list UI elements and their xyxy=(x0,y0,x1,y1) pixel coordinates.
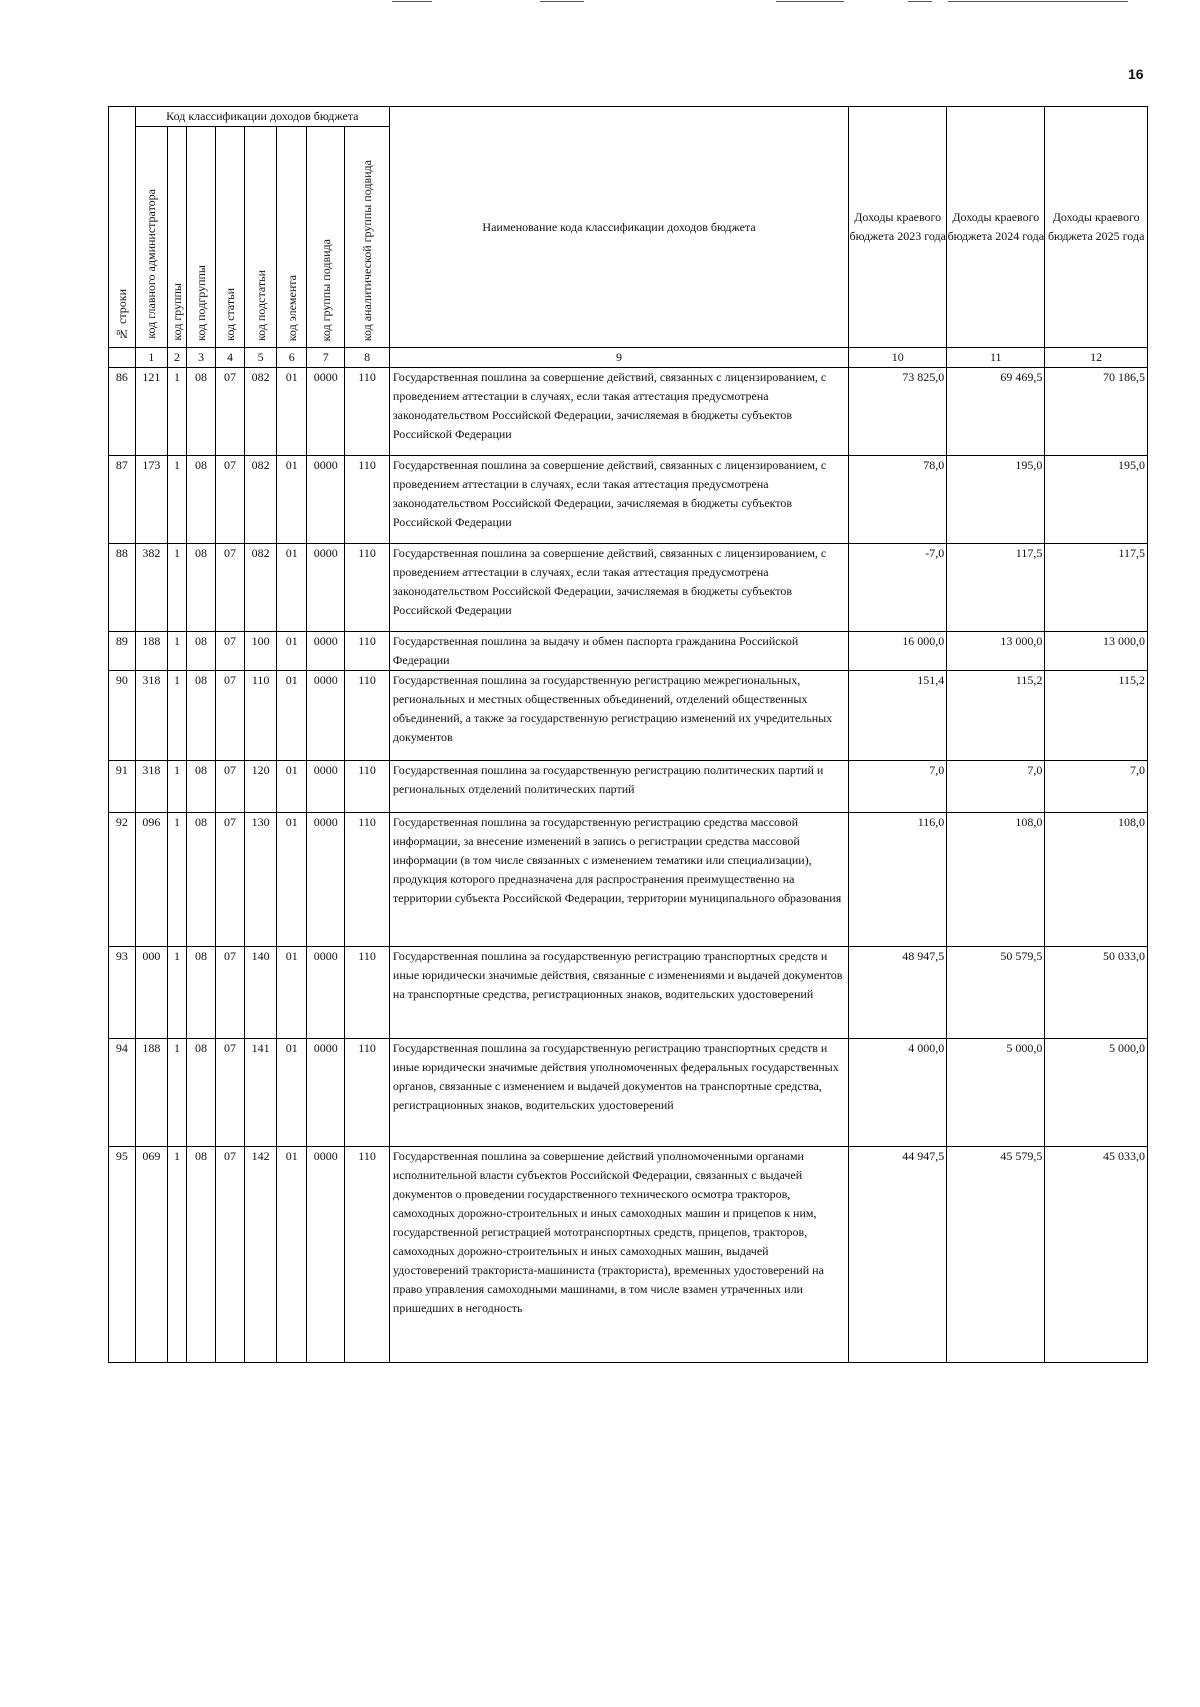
header-2025: Доходы краевого бюджета 2025 года xyxy=(1045,107,1148,348)
code-cell-admin: 096 xyxy=(135,813,167,947)
code-cell-article: 07 xyxy=(215,368,244,456)
code-cell-subtype: 0000 xyxy=(307,761,345,813)
row-number-cell: 94 xyxy=(109,1039,136,1147)
row-number-cell: 92 xyxy=(109,813,136,947)
code-cell-subgroup: 08 xyxy=(187,456,216,544)
code-cell-analytic: 110 xyxy=(345,1039,390,1147)
code-cell-element: 01 xyxy=(277,1147,307,1363)
code-cell-group: 1 xyxy=(168,544,187,632)
code-cell-article: 07 xyxy=(215,761,244,813)
amount-cell-y2025: 195,0 xyxy=(1045,456,1148,544)
name-cell: Государственная пошлина за совершение действий уполномоченными органами исполнительной власти субъектов Российской Федерации, связанных с выдачей документов о проведении государственного технического осмотра тракторов, самоходных дорожно-строительных и иных самоходных машин и прицепов к ним, государственной регистрацией мототранспортных средств, прицепов, тракторов, самоходных дорожно-строительных и иных самоходных машин, выдачей удостоверений тракториста-машиниста (тракториста), временных удостоверений на право управления самоходными машинами, в том числе взамен утраченных или пришедших в негодность xyxy=(389,1147,848,1363)
row-number-cell: 86 xyxy=(109,368,136,456)
amount-cell-y2024: 13 000,0 xyxy=(947,632,1045,671)
code-cell-subarticle: 100 xyxy=(244,632,276,671)
name-cell: Государственная пошлина за государственную регистрацию транспортных средств и иные юридически значимые действия уполномоченных федеральных государственных органов, связанные с изменением и выдачей документов на транспортные средства, регистрационных знаков, водительских удостоверений xyxy=(389,1039,848,1147)
code-cell-analytic: 110 xyxy=(345,544,390,632)
amount-cell-y2024: 117,5 xyxy=(947,544,1045,632)
header-element-label: код элемента xyxy=(284,274,299,341)
header-row-no xyxy=(109,107,136,348)
amount-cell-y2025: 5 000,0 xyxy=(1045,1039,1148,1147)
code-cell-subarticle: 082 xyxy=(244,544,276,632)
code-cell-group: 1 xyxy=(168,761,187,813)
code-cell-group: 1 xyxy=(168,813,187,947)
code-cell-admin: 318 xyxy=(135,761,167,813)
amount-cell-y2025: 115,2 xyxy=(1045,671,1148,761)
code-cell-subarticle: 130 xyxy=(244,813,276,947)
table-row xyxy=(109,1039,1148,1147)
code-cell-analytic: 110 xyxy=(345,813,390,947)
header-subtype-group-code xyxy=(307,127,345,348)
amount-cell-y2025: 13 000,0 xyxy=(1045,632,1148,671)
code-cell-element: 01 xyxy=(277,456,307,544)
code-cell-subtype: 0000 xyxy=(307,1147,345,1363)
code-cell-article: 07 xyxy=(215,1147,244,1363)
code-cell-admin: 188 xyxy=(135,632,167,671)
amount-cell-y2024: 69 469,5 xyxy=(947,368,1045,456)
code-cell-subgroup: 08 xyxy=(187,947,216,1039)
code-cell-article: 07 xyxy=(215,813,244,947)
column-number: 10 xyxy=(849,348,947,368)
column-number: 6 xyxy=(277,348,307,368)
code-cell-group: 1 xyxy=(168,368,187,456)
name-cell: Государственная пошлина за государственную регистрацию политических партий и региональных отделений политических партий xyxy=(389,761,848,813)
header-article-code xyxy=(215,127,244,348)
code-cell-analytic: 110 xyxy=(345,1147,390,1363)
amount-cell-y2025: 7,0 xyxy=(1045,761,1148,813)
code-cell-article: 07 xyxy=(215,456,244,544)
table-row xyxy=(109,671,1148,761)
code-cell-analytic: 110 xyxy=(345,761,390,813)
column-number: 4 xyxy=(215,348,244,368)
header-classification-code: Код классификации доходов бюджета xyxy=(135,107,389,127)
code-cell-admin: 069 xyxy=(135,1147,167,1363)
table-row xyxy=(109,632,1148,671)
amount-cell-y2023: 151,4 xyxy=(849,671,947,761)
code-cell-admin: 188 xyxy=(135,1039,167,1147)
amount-cell-y2023: 4 000,0 xyxy=(849,1039,947,1147)
amount-cell-y2024: 45 579,5 xyxy=(947,1147,1045,1363)
table-row xyxy=(109,761,1148,813)
row-number-cell: 91 xyxy=(109,761,136,813)
code-cell-subarticle: 142 xyxy=(244,1147,276,1363)
column-number: 3 xyxy=(187,348,216,368)
table-body xyxy=(109,368,1148,1363)
code-cell-subtype: 0000 xyxy=(307,632,345,671)
table-row xyxy=(109,813,1148,947)
name-cell: Государственная пошлина за государственную регистрацию межрегиональных, региональных и местных общественных объединений, отделений общественных объединений, а также за государственную регистрацию изменений их учредительных документов xyxy=(389,671,848,761)
amount-cell-y2023: 78,0 xyxy=(849,456,947,544)
code-cell-group: 1 xyxy=(168,1039,187,1147)
code-cell-group: 1 xyxy=(168,456,187,544)
amount-cell-y2024: 7,0 xyxy=(947,761,1045,813)
code-cell-subgroup: 08 xyxy=(187,632,216,671)
code-cell-subtype: 0000 xyxy=(307,368,345,456)
code-cell-analytic: 110 xyxy=(345,632,390,671)
revenue-table xyxy=(108,106,1148,1363)
code-cell-subgroup: 08 xyxy=(187,1039,216,1147)
code-cell-subtype: 0000 xyxy=(307,813,345,947)
code-cell-analytic: 110 xyxy=(345,456,390,544)
code-cell-subtype: 0000 xyxy=(307,544,345,632)
code-cell-subgroup: 08 xyxy=(187,671,216,761)
code-cell-admin: 000 xyxy=(135,947,167,1039)
code-cell-element: 01 xyxy=(277,544,307,632)
header-subgroup-label: код подгруппы xyxy=(193,265,208,341)
code-cell-subgroup: 08 xyxy=(187,544,216,632)
code-cell-admin: 318 xyxy=(135,671,167,761)
code-cell-subgroup: 08 xyxy=(187,761,216,813)
column-number: 11 xyxy=(947,348,1045,368)
header-admin-label: код главного администратора xyxy=(144,189,159,339)
code-cell-element: 01 xyxy=(277,947,307,1039)
column-number-row xyxy=(109,348,1148,368)
row-number-cell: 93 xyxy=(109,947,136,1039)
code-cell-admin: 382 xyxy=(135,544,167,632)
header-name: Наименование кода классификации доходов бюджета xyxy=(389,107,848,348)
row-number-cell: 87 xyxy=(109,456,136,544)
table-row xyxy=(109,368,1148,456)
name-cell: Государственная пошлина за государственную регистрацию средства массовой информации, за внесение изменений в запись о регистрации средства массовой информации (в том числе связанных с изменением тематики или специализации), продукция которого предназначена для распространения преимущественно на территории субъекта Российской Федерации, территории муниципального образования xyxy=(389,813,848,947)
code-cell-subarticle: 110 xyxy=(244,671,276,761)
header-2023: Доходы краевого бюджета 2023 года xyxy=(849,107,947,348)
code-cell-analytic: 110 xyxy=(345,671,390,761)
code-cell-article: 07 xyxy=(215,632,244,671)
column-number xyxy=(109,348,136,368)
code-cell-subtype: 0000 xyxy=(307,456,345,544)
column-number: 2 xyxy=(168,348,187,368)
amount-cell-y2024: 195,0 xyxy=(947,456,1045,544)
code-cell-admin: 173 xyxy=(135,456,167,544)
header-2024: Доходы краевого бюджета 2024 года xyxy=(947,107,1045,348)
amount-cell-y2025: 117,5 xyxy=(1045,544,1148,632)
amount-cell-y2023: 16 000,0 xyxy=(849,632,947,671)
header-subgroup-code xyxy=(187,127,216,348)
amount-cell-y2023: 116,0 xyxy=(849,813,947,947)
amount-cell-y2024: 50 579,5 xyxy=(947,947,1045,1039)
code-cell-admin: 121 xyxy=(135,368,167,456)
amount-cell-y2023: 48 947,5 xyxy=(849,947,947,1039)
amount-cell-y2024: 5 000,0 xyxy=(947,1039,1045,1147)
header-analytic-group-code xyxy=(345,127,390,348)
code-cell-subarticle: 120 xyxy=(244,761,276,813)
code-cell-subgroup: 08 xyxy=(187,813,216,947)
column-number: 8 xyxy=(345,348,390,368)
amount-cell-y2023: 73 825,0 xyxy=(849,368,947,456)
amount-cell-y2025: 70 186,5 xyxy=(1045,368,1148,456)
row-number-cell: 89 xyxy=(109,632,136,671)
code-cell-subgroup: 08 xyxy=(187,368,216,456)
header-subarticle-label: код подстатьи xyxy=(253,269,268,341)
code-cell-element: 01 xyxy=(277,368,307,456)
row-number-cell: 88 xyxy=(109,544,136,632)
header-admin-code xyxy=(135,127,167,348)
name-cell: Государственная пошлина за совершение действий, связанных с лицензированием, с проведением аттестации в случаях, если такая аттестация предусмотрена законодательством Российской Федерации, зачисляемая в бюджеты субъектов Российской Федерации xyxy=(389,456,848,544)
name-cell: Государственная пошлина за государственную регистрацию транспортных средств и иные юридически значимые действия, связанные с изменениями и выдачей документов на транспортные средства, регистрационных знаков, водительских удостоверений xyxy=(389,947,848,1039)
code-cell-group: 1 xyxy=(168,1147,187,1363)
amount-cell-y2025: 50 033,0 xyxy=(1045,947,1148,1039)
code-cell-group: 1 xyxy=(168,671,187,761)
code-cell-subtype: 0000 xyxy=(307,947,345,1039)
code-cell-element: 01 xyxy=(277,632,307,671)
column-number: 1 xyxy=(135,348,167,368)
code-cell-element: 01 xyxy=(277,671,307,761)
code-cell-subarticle: 140 xyxy=(244,947,276,1039)
table-row xyxy=(109,1147,1148,1363)
code-cell-group: 1 xyxy=(168,632,187,671)
amount-cell-y2025: 108,0 xyxy=(1045,813,1148,947)
amount-cell-y2024: 115,2 xyxy=(947,671,1045,761)
name-cell: Государственная пошлина за совершение действий, связанных с лицензированием, с проведением аттестации в случаях, если такая аттестация предусмотрена законодательством Российской Федерации, зачисляемая в бюджеты субъектов Российской Федерации xyxy=(389,368,848,456)
table-row xyxy=(109,544,1148,632)
code-cell-subarticle: 082 xyxy=(244,456,276,544)
code-cell-article: 07 xyxy=(215,544,244,632)
code-cell-subtype: 0000 xyxy=(307,1039,345,1147)
header-subtype-group-label: код группы подвида xyxy=(318,238,333,341)
name-cell: Государственная пошлина за выдачу и обмен паспорта гражданина Российской Федерации xyxy=(389,632,848,671)
amount-cell-y2023: -7,0 xyxy=(849,544,947,632)
code-cell-article: 07 xyxy=(215,671,244,761)
row-number-cell: 90 xyxy=(109,671,136,761)
column-number: 9 xyxy=(389,348,848,368)
amount-cell-y2025: 45 033,0 xyxy=(1045,1147,1148,1363)
code-cell-analytic: 110 xyxy=(345,368,390,456)
header-analytic-group-label: код аналитической группы подвида xyxy=(360,159,375,341)
header-group-code xyxy=(168,127,187,348)
table-row xyxy=(109,456,1148,544)
row-number-cell: 95 xyxy=(109,1147,136,1363)
name-cell: Государственная пошлина за совершение действий, связанных с лицензированием, с проведением аттестации в случаях, если такая аттестация предусмотрена законодательством Российской Федерации, зачисляемая в бюджеты субъектов Российской Федерации xyxy=(389,544,848,632)
code-cell-element: 01 xyxy=(277,761,307,813)
code-cell-subarticle: 082 xyxy=(244,368,276,456)
code-cell-article: 07 xyxy=(215,947,244,1039)
page-number: 16 xyxy=(1128,66,1144,82)
code-cell-subgroup: 08 xyxy=(187,1147,216,1363)
table-row xyxy=(109,947,1148,1039)
code-cell-element: 01 xyxy=(277,1039,307,1147)
header-row-no-label: № строки xyxy=(114,289,129,341)
header-subarticle-code xyxy=(244,127,276,348)
amount-cell-y2023: 7,0 xyxy=(849,761,947,813)
table-group-header-row xyxy=(109,107,1148,127)
code-cell-subtype: 0000 xyxy=(307,671,345,761)
top-scan-rules xyxy=(0,0,1200,4)
code-cell-group: 1 xyxy=(168,947,187,1039)
header-group-label: код группы xyxy=(170,283,185,341)
header-element-code xyxy=(277,127,307,348)
code-cell-element: 01 xyxy=(277,813,307,947)
column-number: 12 xyxy=(1045,348,1148,368)
code-cell-analytic: 110 xyxy=(345,947,390,1039)
amount-cell-y2024: 108,0 xyxy=(947,813,1045,947)
column-number: 7 xyxy=(307,348,345,368)
code-cell-subarticle: 141 xyxy=(244,1039,276,1147)
code-cell-article: 07 xyxy=(215,1039,244,1147)
header-article-label: код статьи xyxy=(222,288,237,341)
column-number: 5 xyxy=(244,348,276,368)
amount-cell-y2023: 44 947,5 xyxy=(849,1147,947,1363)
